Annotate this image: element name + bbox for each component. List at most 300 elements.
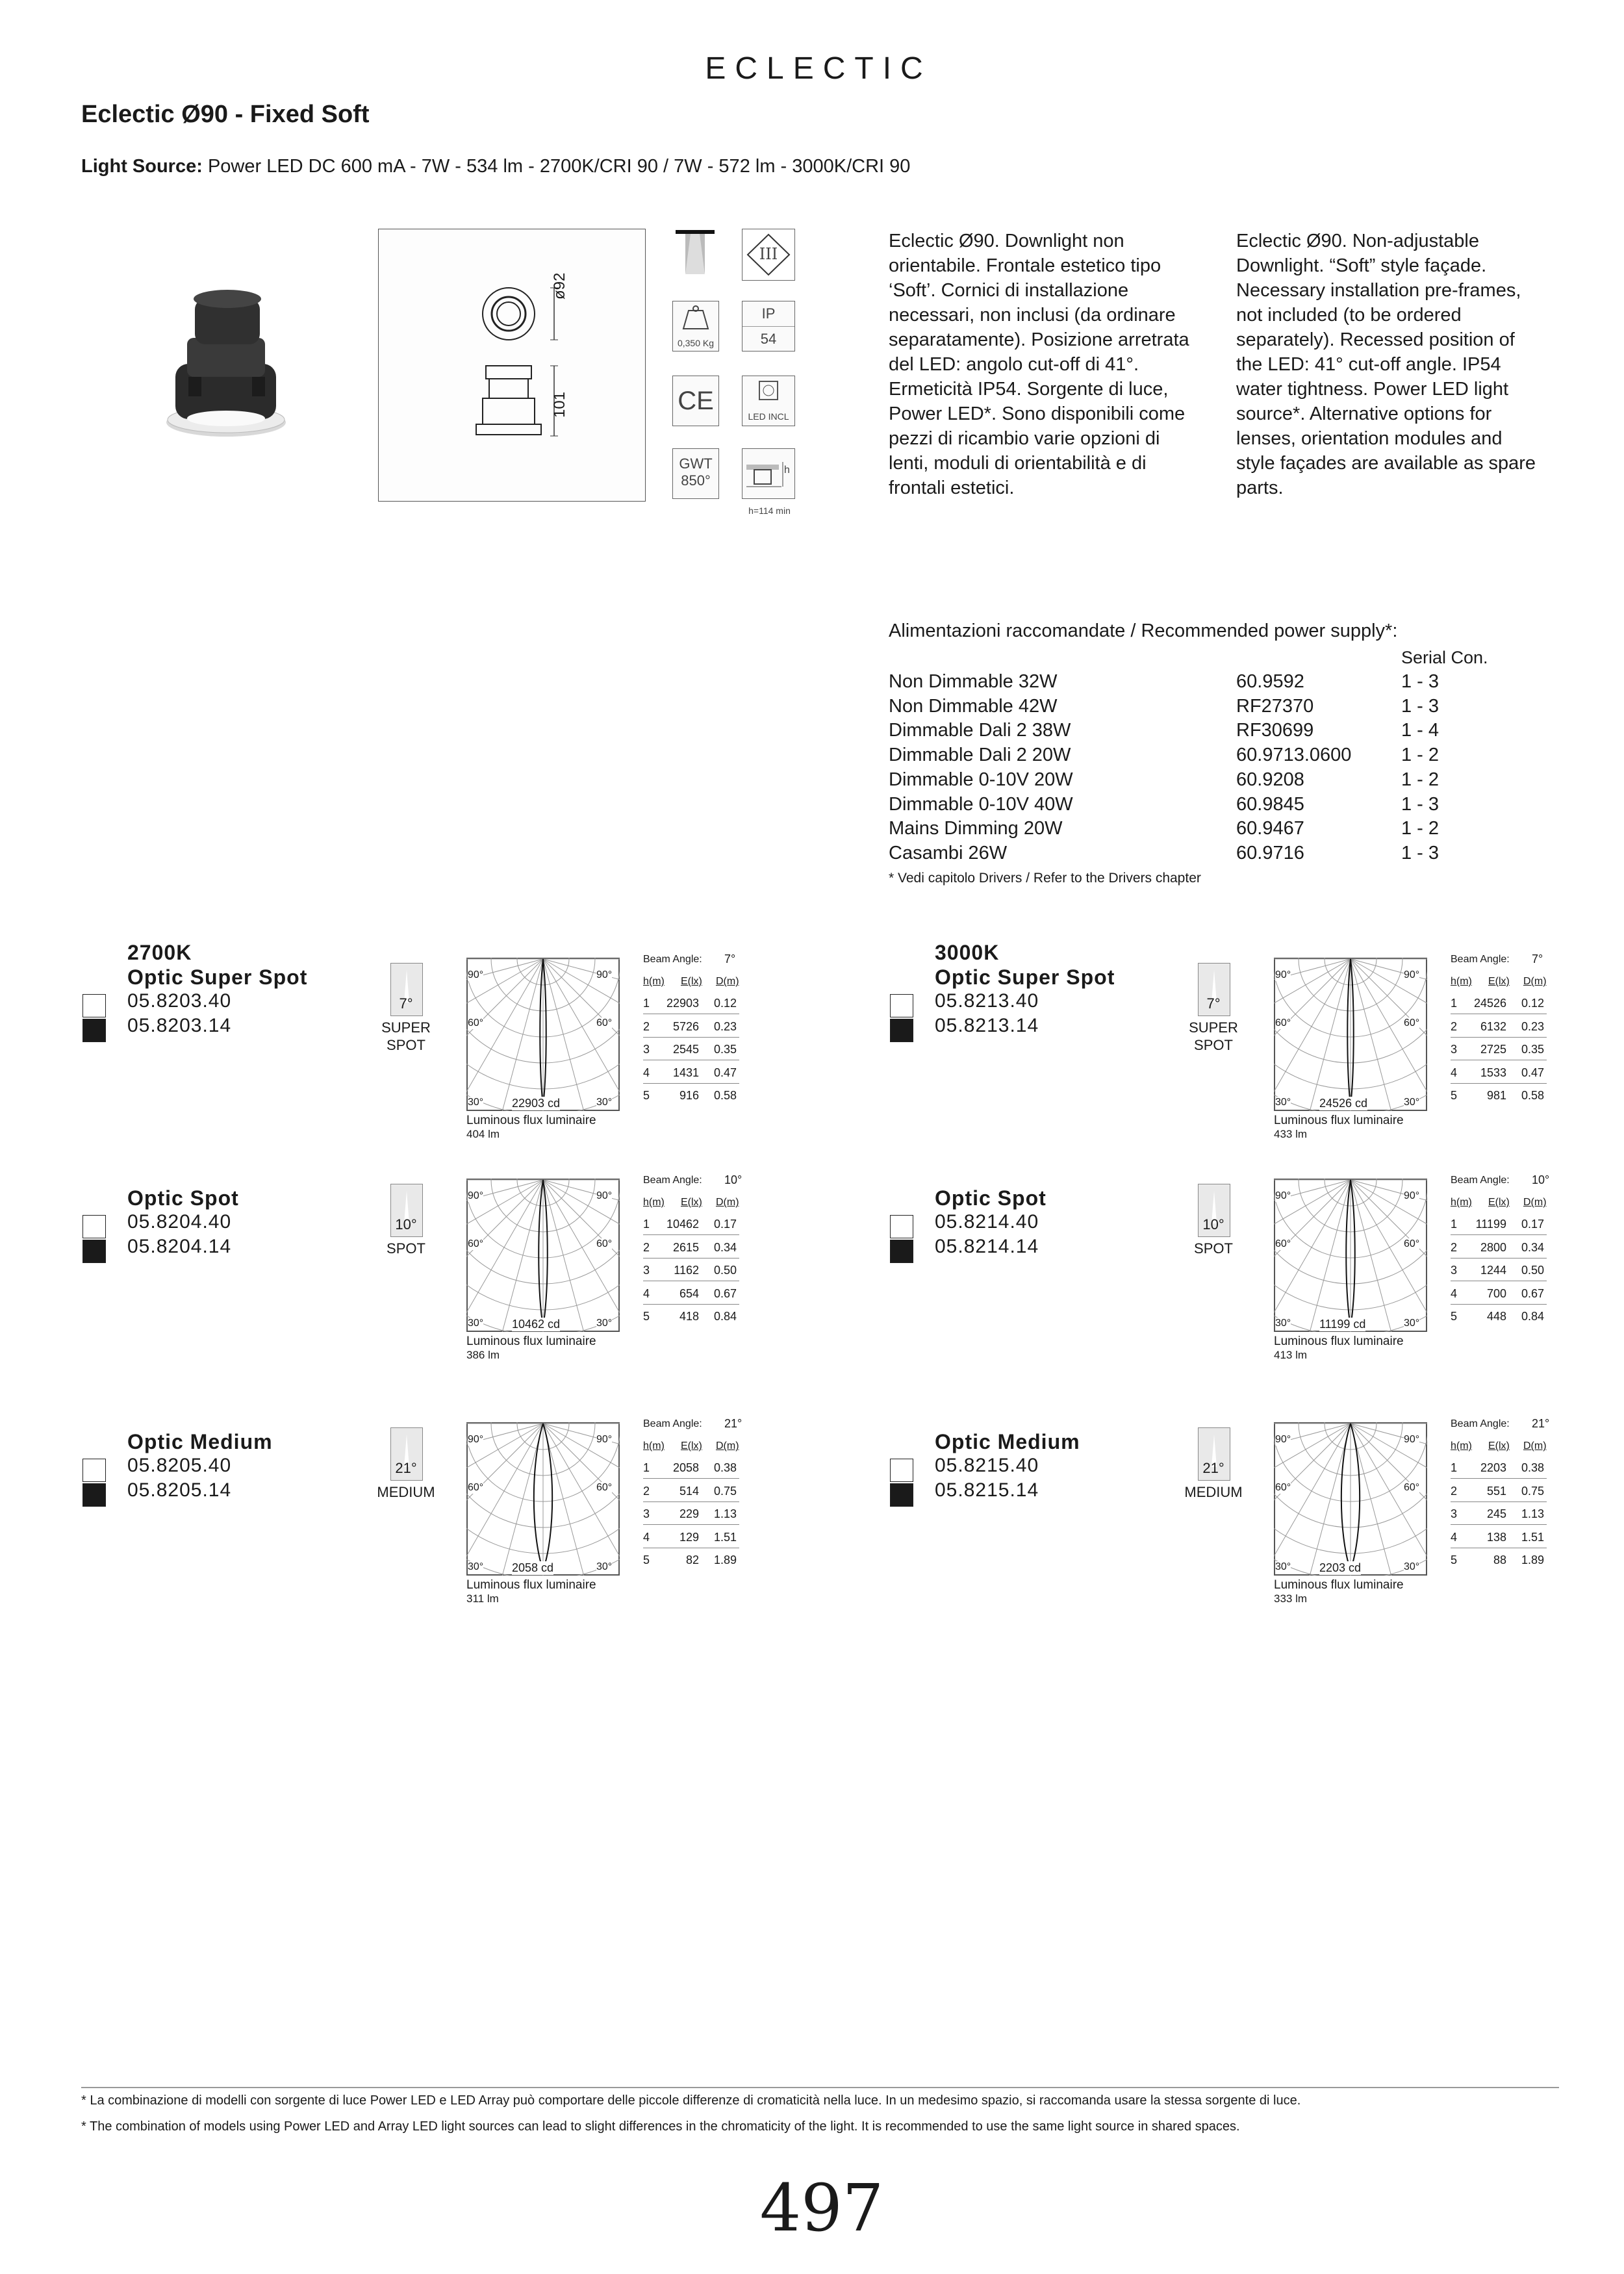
power-supply-serial: 1 - 2 (1401, 745, 1440, 766)
table-cell-h: 3 (643, 1043, 650, 1056)
desc-it-line: frontali estetici. (889, 478, 1015, 498)
gwt-label: GWT (679, 455, 713, 472)
table-cell-d: 0.67 (1521, 1286, 1544, 1300)
beam-type-label: SUPER SPOT (381, 1019, 431, 1053)
power-supply-code: 60.9845 (1236, 793, 1304, 815)
power-supply-code: 60.9713.0600 (1236, 745, 1352, 766)
ce-mark-icon (672, 376, 719, 426)
dim-diameter: ø92 (551, 272, 568, 300)
table-cell-e: 514 (679, 1484, 699, 1498)
beam-angle-label: Beam Angle: (643, 954, 702, 965)
table-cell-h: 5 (1451, 1310, 1458, 1323)
power-supply-name: Dimmable 0-10V 20W (889, 769, 1073, 790)
beam-angle-badge: 21° (395, 1460, 417, 1476)
code-white: 05.8213.40 (935, 990, 1039, 1012)
footnote-divider (81, 2087, 1559, 2088)
color-temperature: 3000K (935, 941, 1000, 964)
table-cell-d: 0.35 (713, 1043, 737, 1056)
table-cell-h: 5 (643, 1310, 650, 1323)
code-black: 05.8215.14 (935, 1479, 1039, 1501)
product-photo (149, 273, 299, 442)
code-black: 05.8204.14 (127, 1236, 232, 1257)
class-III-icon (742, 229, 795, 281)
white-finish-swatch (82, 1215, 106, 1238)
peak-intensity: 2058 cd (512, 1561, 554, 1574)
white-finish-swatch (82, 1459, 106, 1482)
desc-it-line: orientabile. Frontale estetico tipo (889, 255, 1161, 276)
polar-label-60-right: 60° (1404, 1482, 1420, 1493)
power-supply-code: 60.9467 (1236, 818, 1304, 839)
table-cell-h: 2 (1451, 1484, 1458, 1498)
white-finish-swatch (890, 994, 913, 1017)
beam-angle-badge: 10° (1202, 1216, 1224, 1233)
table-cell-d: 0.17 (1521, 1218, 1544, 1231)
peak-intensity: 2203 cd (1319, 1561, 1362, 1574)
table-cell-h: 4 (1451, 1530, 1458, 1544)
table-row-divider (643, 1304, 739, 1305)
table-cell-d: 0.38 (1521, 1461, 1544, 1474)
flux-value: 433 lm (1274, 1128, 1308, 1140)
power-supply-serial: 1 - 3 (1401, 842, 1440, 863)
flux-value: 386 lm (466, 1349, 500, 1361)
table-row-divider (643, 1234, 739, 1235)
power-supply-serial: 1 - 3 (1401, 695, 1440, 717)
col-h-header: h(m) (643, 976, 665, 987)
power-supply-name: Dimmable Dali 2 38W (889, 720, 1071, 741)
table-cell-d: 0.12 (713, 997, 737, 1010)
polar-label-60-left: 60° (1275, 1238, 1291, 1249)
table-cell-d: 1.51 (1521, 1530, 1544, 1544)
table-cell-h: 2 (1451, 1019, 1458, 1033)
table-cell-h: 5 (643, 1553, 650, 1566)
table-cell-h: 5 (643, 1089, 650, 1102)
polar-label-30-right: 30° (596, 1318, 613, 1329)
table-cell-d: 0.75 (713, 1484, 737, 1498)
description-en (1236, 229, 1561, 500)
power-supply-code: RF30699 (1236, 720, 1314, 741)
table-cell-h: 4 (1451, 1066, 1458, 1079)
table-cell-d: 0.34 (713, 1240, 737, 1254)
desc-it-line: Power LED*. Sono disponibili come (889, 403, 1186, 424)
beam-angle-label: Beam Angle: (643, 1418, 702, 1429)
beam-type-label: MEDIUM (1184, 1484, 1243, 1500)
desc-en-line: style façades are available as spare (1236, 453, 1536, 474)
code-black: 05.8203.14 (127, 1015, 232, 1036)
peak-intensity: 11199 cd (1319, 1318, 1366, 1331)
polar-label-90-left: 90° (468, 1434, 484, 1445)
polar-label-60-right: 60° (1404, 1017, 1420, 1028)
desc-en-line: Necessary installation pre-frames, (1236, 280, 1521, 301)
optic-name: Optic Medium (935, 1430, 1080, 1453)
optic-name: Optic Spot (127, 1186, 239, 1210)
table-cell-d: 0.84 (1521, 1310, 1544, 1323)
ip-value: 54 (742, 326, 794, 348)
polar-label-60-left: 60° (1275, 1017, 1291, 1028)
table-cell-e: 2725 (1480, 1043, 1506, 1056)
code-white: 05.8204.40 (127, 1211, 232, 1233)
flux-label: Luminous flux luminaire (466, 1335, 596, 1348)
table-cell-d: 0.23 (713, 1019, 737, 1033)
optic-name: Optic Spot (935, 1186, 1047, 1210)
col-d-header: D(m) (1523, 1197, 1547, 1208)
table-cell-e: 5726 (672, 1019, 699, 1033)
table-cell-d: 0.47 (1521, 1066, 1544, 1079)
polar-label-90-right: 90° (1404, 1190, 1420, 1201)
black-finish-swatch (82, 1019, 106, 1042)
table-cell-d: 0.67 (713, 1286, 737, 1300)
flux-value: 404 lm (466, 1128, 500, 1140)
peak-intensity: 24526 cd (1319, 1097, 1368, 1110)
beam-angle-value: 7° (724, 952, 736, 965)
table-row-divider (1451, 1524, 1547, 1525)
table-cell-e: 229 (679, 1507, 699, 1520)
col-e-header: E(lx) (1488, 1440, 1510, 1451)
table-row-divider (643, 1524, 739, 1525)
recessed-light-icon (672, 229, 718, 279)
beam-type-label: SUPER SPOT (1189, 1019, 1238, 1053)
flux-label: Luminous flux luminaire (466, 1578, 596, 1592)
code-white: 05.8205.40 (127, 1455, 232, 1476)
table-cell-h: 1 (1451, 1461, 1458, 1474)
power-supply-code: 60.9716 (1236, 842, 1304, 863)
gwt-value: 850° (681, 472, 711, 489)
table-cell-d: 0.84 (713, 1310, 737, 1323)
power-supply-name: Mains Dimming 20W (889, 818, 1063, 839)
light-source-text: Power LED DC 600 mA - 7W - 534 lm - 2700K/CRI 90 / 7W - 572 lm - 3000K/CRI 90 (202, 156, 911, 177)
desc-it-line: ‘Soft’. Cornici di installazione (889, 280, 1129, 301)
white-finish-swatch (82, 994, 106, 1017)
col-h-header: h(m) (1451, 1440, 1472, 1451)
polar-label-60-left: 60° (1275, 1482, 1291, 1493)
optic-name: Optic Super Spot (127, 965, 308, 989)
polar-label-30-right: 30° (1404, 1561, 1420, 1572)
polar-label-90-right: 90° (596, 969, 613, 980)
weight-bag-icon (673, 301, 718, 334)
table-cell-d: 0.23 (1521, 1019, 1544, 1033)
table-row-divider (1451, 1037, 1547, 1038)
table-cell-h: 4 (643, 1530, 650, 1544)
recess-h-label: h (784, 465, 790, 476)
desc-it-line: Eclectic Ø90. Downlight non (889, 231, 1124, 251)
table-cell-d: 0.58 (1521, 1089, 1544, 1102)
led-incl-label: LED INCL (748, 411, 789, 422)
col-h-header: h(m) (643, 1440, 665, 1451)
table-cell-e: 551 (1486, 1484, 1506, 1498)
table-row-divider (1451, 1478, 1547, 1479)
peak-intensity: 22903 cd (512, 1097, 561, 1110)
table-cell-e: 700 (1486, 1286, 1506, 1300)
table-cell-d: 1.13 (1521, 1507, 1544, 1520)
beam-angle-value: 21° (724, 1417, 742, 1430)
table-cell-d: 0.35 (1521, 1043, 1544, 1056)
polar-label-30-left: 30° (1275, 1097, 1291, 1108)
desc-en-line: Downlight. “Soft” style façade. (1236, 255, 1487, 276)
footnote-it: * La combinazione di modelli con sorgente di luce Power LED e LED Array può comportare delle piccole differenze di cromaticità nella luce. In un medesimo spazio, si raccomanda usare la stessa sorgente di luce. (81, 2093, 1301, 2108)
white-finish-swatch (890, 1459, 913, 1482)
light-source-label: Light Source: (81, 156, 203, 177)
class-label: III (759, 245, 778, 263)
desc-it-line: Ermeticità IP54. Sorgente di luce, (889, 379, 1169, 400)
table-row-divider (643, 1037, 739, 1038)
beam-angle-value: 10° (1532, 1173, 1550, 1186)
power-supply-serial: 1 - 2 (1401, 769, 1440, 790)
table-row-divider (1451, 1501, 1547, 1502)
table-cell-e: 418 (679, 1310, 699, 1323)
footnote-en: * The combination of models using Power LED and Array LED light sources can lead to slight differences in the chromaticity of the light. It is recommended to use the same light source in shared spaces. (81, 2119, 1240, 2134)
brand-title: ECLECTIC (705, 51, 932, 86)
table-cell-h: 2 (1451, 1240, 1458, 1254)
polar-label-30-right: 30° (596, 1097, 613, 1108)
polar-label-90-left: 90° (1275, 969, 1291, 980)
power-supply-name: Dimmable 0-10V 40W (889, 793, 1073, 815)
power-supply-code: 60.9592 (1236, 671, 1304, 692)
flux-value: 311 lm (466, 1592, 499, 1605)
peak-intensity: 10462 cd (512, 1318, 561, 1331)
flux-value: 333 lm (1274, 1592, 1308, 1605)
beam-angle-badge: 10° (395, 1216, 417, 1233)
table-cell-e: 22903 (666, 997, 699, 1010)
beam-angle-badge: 7° (399, 995, 413, 1012)
polar-label-30-right: 30° (1404, 1318, 1420, 1329)
beam-angle-value: 7° (1532, 952, 1543, 965)
beam-type-label: MEDIUM (377, 1484, 435, 1500)
desc-it-line: pezzi di ricambio varie opzioni di (889, 428, 1160, 449)
table-cell-d: 0.38 (713, 1461, 737, 1474)
desc-en-line: the LED: 41° cut-off angle. IP54 (1236, 354, 1501, 375)
black-finish-swatch (890, 1019, 913, 1042)
polar-label-30-left: 30° (468, 1318, 484, 1329)
recessed-icon (672, 229, 718, 279)
table-cell-e: 2800 (1480, 1240, 1506, 1254)
power-supply-name: Non Dimmable 42W (889, 695, 1058, 717)
polar-label-60-right: 60° (1404, 1238, 1420, 1249)
desc-en-line: water tightness. Power LED light (1236, 379, 1509, 400)
polar-label-30-right: 30° (1404, 1097, 1420, 1108)
polar-label-60-right: 60° (596, 1017, 613, 1028)
polar-label-60-left: 60° (468, 1238, 484, 1249)
col-d-header: D(m) (1523, 1440, 1547, 1451)
col-d-header: D(m) (716, 1197, 739, 1208)
col-e-header: E(lx) (1488, 976, 1510, 987)
flux-label: Luminous flux luminaire (1274, 1335, 1404, 1348)
desc-en-line: parts. (1236, 478, 1284, 498)
desc-it-line: lenti, moduli di orientabilità e di (889, 453, 1147, 474)
table-row-divider (643, 1478, 739, 1479)
table-cell-e: 916 (679, 1089, 699, 1102)
col-e-header: E(lx) (681, 976, 702, 987)
col-d-header: D(m) (716, 1440, 739, 1451)
col-d-header: D(m) (1523, 976, 1547, 987)
power-supply-heading: Alimentazioni raccomandate / Recommended power supply*: (889, 620, 1398, 641)
table-cell-e: 2615 (672, 1240, 699, 1254)
table-row-divider (1451, 1083, 1547, 1084)
technical-drawing (378, 229, 646, 502)
table-cell-d: 1.89 (713, 1553, 737, 1566)
col-e-header: E(lx) (681, 1440, 702, 1451)
power-supply-name: Casambi 26W (889, 842, 1008, 863)
polar-label-90-right: 90° (1404, 969, 1420, 980)
table-cell-d: 0.75 (1521, 1484, 1544, 1498)
table-cell-e: 448 (1486, 1310, 1506, 1323)
beam-angle-label: Beam Angle: (643, 1175, 702, 1186)
table-cell-h: 2 (643, 1484, 650, 1498)
power-supply-serial: 1 - 2 (1401, 818, 1440, 839)
dimension-drawing (379, 229, 645, 501)
product-title: Eclectic Ø90 - Fixed Soft (81, 101, 370, 128)
table-cell-e: 24526 (1473, 997, 1506, 1010)
beam-angle-value: 21° (1532, 1417, 1550, 1430)
table-cell-e: 129 (679, 1530, 699, 1544)
table-cell-e: 2058 (672, 1461, 699, 1474)
polar-label-90-left: 90° (1275, 1190, 1291, 1201)
col-h-header: h(m) (1451, 976, 1472, 987)
power-supply-serial: 1 - 3 (1401, 671, 1440, 692)
table-row-divider (1451, 1304, 1547, 1305)
table-cell-h: 4 (1451, 1286, 1458, 1300)
desc-en-line: lenses, orientation modules and (1236, 428, 1503, 449)
table-cell-h: 5 (1451, 1553, 1458, 1566)
power-supply-serial: 1 - 4 (1401, 720, 1440, 741)
beam-angle-label: Beam Angle: (1451, 1418, 1510, 1429)
power-supply-code: RF27370 (1236, 695, 1314, 717)
dim-height: 101 (551, 391, 568, 418)
code-white: 05.8203.40 (127, 990, 232, 1012)
table-cell-d: 0.47 (713, 1066, 737, 1079)
table-cell-h: 2 (643, 1019, 650, 1033)
table-cell-e: 981 (1486, 1089, 1506, 1102)
table-cell-e: 1244 (1480, 1264, 1506, 1277)
desc-it-line: separatamente). Posizione arretrata (889, 329, 1189, 350)
serial-con-header: Serial Con. (1401, 648, 1488, 667)
white-finish-swatch (890, 1215, 913, 1238)
polar-label-30-left: 30° (1275, 1318, 1291, 1329)
black-finish-swatch (890, 1483, 913, 1507)
table-row-divider (643, 1083, 739, 1084)
ce-mark: CE (678, 387, 714, 415)
gwt-icon (672, 448, 719, 499)
table-cell-e: 10462 (666, 1218, 699, 1231)
table-cell-h: 1 (1451, 997, 1458, 1010)
color-temperature: 2700K (127, 941, 192, 964)
col-e-header: E(lx) (1488, 1197, 1510, 1208)
desc-en-line: separately). Recessed position of (1236, 329, 1515, 350)
table-cell-d: 0.50 (713, 1264, 737, 1277)
code-black: 05.8214.14 (935, 1236, 1039, 1257)
table-cell-h: 3 (1451, 1507, 1458, 1520)
weight-value: 0,350 Kg (677, 338, 715, 348)
col-d-header: D(m) (716, 976, 739, 987)
desc-en-line: Eclectic Ø90. Non-adjustable (1236, 231, 1479, 251)
desc-it-line: del LED: angolo cut-off di 41°. (889, 354, 1139, 375)
power-supply-note: * Vedi capitolo Drivers / Refer to the Drivers chapter (889, 871, 1201, 886)
polar-label-30-left: 30° (468, 1097, 484, 1108)
power-supply-name: Non Dimmable 32W (889, 671, 1058, 692)
polar-label-90-left: 90° (1275, 1434, 1291, 1445)
col-h-header: h(m) (1451, 1197, 1472, 1208)
table-cell-h: 5 (1451, 1089, 1458, 1102)
table-cell-d: 1.89 (1521, 1553, 1544, 1566)
col-h-header: h(m) (643, 1197, 665, 1208)
polar-label-60-left: 60° (468, 1017, 484, 1028)
led-square-icon (742, 376, 794, 407)
recess-note: h=114 min (748, 505, 791, 516)
flux-label: Luminous flux luminaire (1274, 1114, 1404, 1127)
beam-type-label: SPOT (387, 1240, 425, 1257)
polar-label-90-right: 90° (596, 1434, 613, 1445)
table-cell-h: 1 (643, 1461, 650, 1474)
table-cell-h: 4 (643, 1286, 650, 1300)
beam-angle-value: 10° (724, 1173, 742, 1186)
table-cell-e: 2203 (1480, 1461, 1506, 1474)
table-cell-h: 2 (643, 1240, 650, 1254)
table-cell-h: 3 (643, 1264, 650, 1277)
optic-name: Optic Medium (127, 1430, 273, 1453)
table-cell-d: 1.51 (713, 1530, 737, 1544)
polar-label-60-right: 60° (596, 1482, 613, 1493)
polar-label-90-right: 90° (596, 1190, 613, 1201)
black-finish-swatch (82, 1483, 106, 1507)
table-cell-e: 88 (1493, 1553, 1506, 1566)
desc-en-line: not included (to be ordered (1236, 305, 1462, 326)
col-e-header: E(lx) (681, 1197, 702, 1208)
table-cell-h: 3 (643, 1507, 650, 1520)
black-finish-swatch (82, 1240, 106, 1263)
table-cell-h: 1 (643, 997, 650, 1010)
led-included-icon (742, 376, 795, 426)
ip-rating-icon (742, 301, 795, 351)
beam-angle-label: Beam Angle: (1451, 1175, 1510, 1186)
table-cell-d: 0.17 (713, 1218, 737, 1231)
table-cell-e: 11199 (1475, 1218, 1506, 1231)
power-supply-serial: 1 - 3 (1401, 793, 1440, 815)
table-cell-e: 6132 (1480, 1019, 1506, 1033)
table-cell-d: 0.58 (713, 1089, 737, 1102)
code-white: 05.8215.40 (935, 1455, 1039, 1476)
light-source (81, 156, 910, 177)
table-cell-h: 1 (1451, 1218, 1458, 1231)
table-cell-e: 82 (685, 1553, 699, 1566)
polar-label-60-left: 60° (468, 1482, 484, 1493)
weight-icon (672, 301, 719, 351)
code-black: 05.8213.14 (935, 1015, 1039, 1036)
table-cell-e: 245 (1486, 1507, 1506, 1520)
table-row-divider (643, 1501, 739, 1502)
table-cell-d: 0.34 (1521, 1240, 1544, 1254)
table-cell-h: 3 (1451, 1264, 1458, 1277)
polar-label-30-right: 30° (596, 1561, 613, 1572)
table-row-divider (1451, 1234, 1547, 1235)
power-supply-name: Dimmable Dali 2 20W (889, 745, 1071, 766)
flux-label: Luminous flux luminaire (466, 1114, 596, 1127)
desc-it-line: necessari, non inclusi (da ordinare (889, 305, 1176, 326)
optic-name: Optic Super Spot (935, 965, 1115, 989)
beam-angle-badge: 7° (1206, 995, 1221, 1012)
desc-en-line: source*. Alternative options for (1236, 403, 1492, 424)
flux-value: 413 lm (1274, 1349, 1308, 1361)
code-black: 05.8205.14 (127, 1479, 232, 1501)
polar-label-30-left: 30° (468, 1561, 484, 1572)
table-cell-h: 4 (643, 1066, 650, 1079)
black-finish-swatch (890, 1240, 913, 1263)
flux-label: Luminous flux luminaire (1274, 1578, 1404, 1592)
table-cell-e: 1431 (672, 1066, 699, 1079)
polar-label-90-right: 90° (1404, 1434, 1420, 1445)
description-it (889, 229, 1213, 500)
table-cell-h: 1 (643, 1218, 650, 1231)
polar-label-30-left: 30° (1275, 1561, 1291, 1572)
beam-angle-badge: 21° (1202, 1460, 1224, 1476)
beam-angle-label: Beam Angle: (1451, 954, 1510, 965)
